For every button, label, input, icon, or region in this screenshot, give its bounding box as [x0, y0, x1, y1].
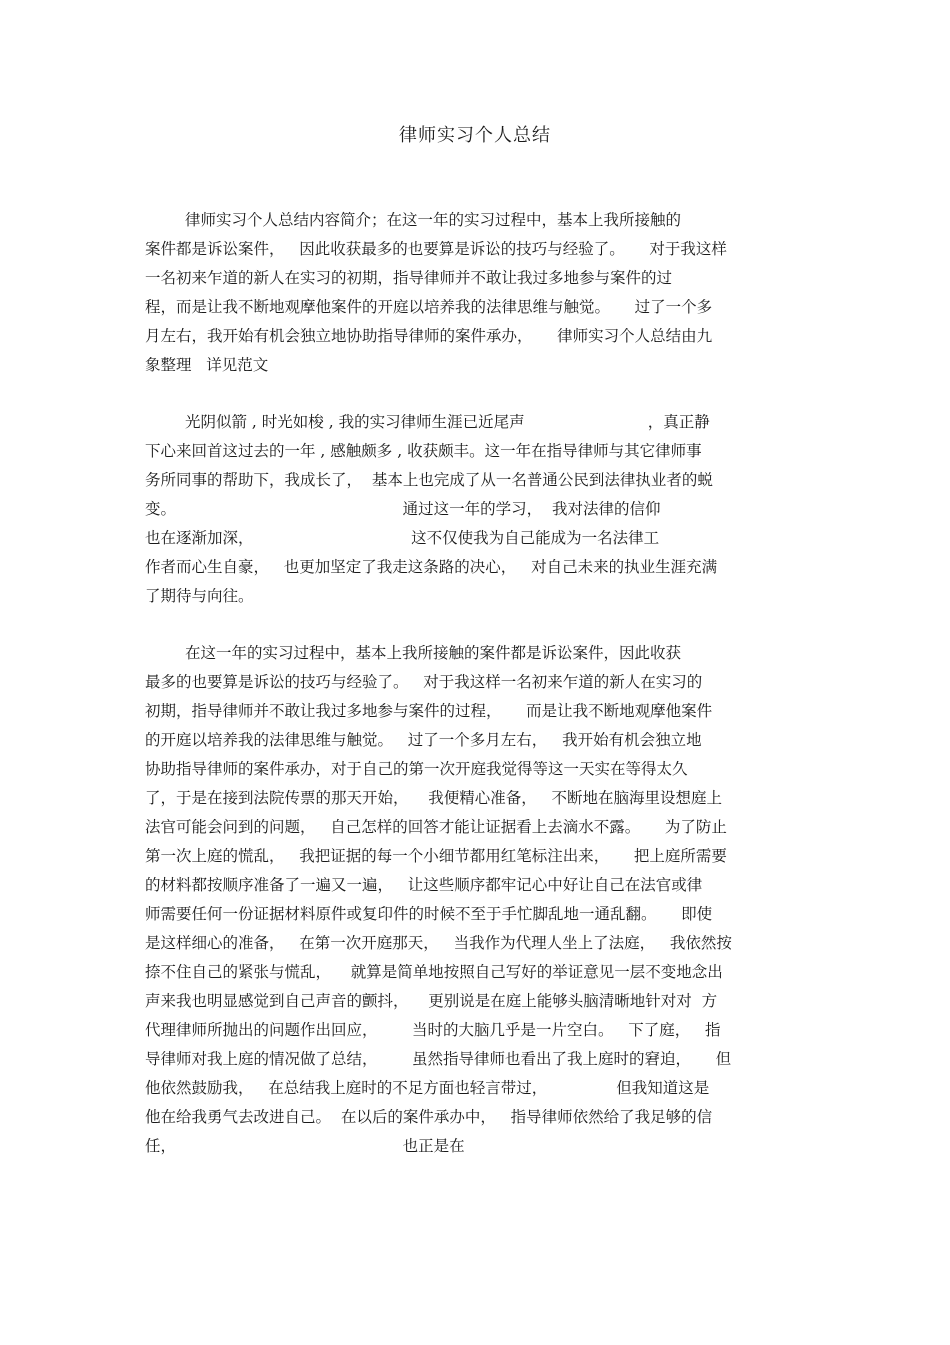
text-line: 最多的也要算是诉讼的技巧与经验了。 对于我这样一名初来乍道的新人在实习的 — [145, 673, 703, 691]
text-line: 一名初来乍道的新人在实习的初期，指导律师并不敢让我过多地参与案件的过 — [145, 269, 673, 287]
paragraph-intro — [145, 408, 810, 611]
text-line: 法官可能会问到的问题， 自己怎样的回答才能让证据看上去滴水不露。 为了防止 — [145, 818, 727, 836]
text-line: 在这一年的实习过程中，基本上我所接触的案件都是诉讼案件，因此收获 — [185, 644, 682, 662]
text-line: 师需要任何一份证据材料原件或复印件的时候不至于手忙脚乱地一通乱翻。 即使 — [145, 905, 713, 923]
text-line: 月左右，我开始有机会独立地协助指导律师的案件承办， 律师实习个人总结由九 — [145, 327, 713, 345]
text-line: 了，于是在接到法院传票的那天开始， 我便精心准备， 不断地在脑海里设想庭上 — [145, 789, 722, 807]
text-line: 协助指导律师的案件承办，对于自己的第一次开庭我觉得等这一天实在等得太久 — [145, 760, 688, 778]
text-line: 任， 也正是在 — [145, 1137, 465, 1155]
text-line: 光阴似箭 , 时光如梭 , 我的实习律师生涯已近尾声 ，真正静 — [185, 413, 710, 431]
paragraph-experience — [145, 639, 810, 1161]
text-line: 的开庭以培养我的法律思维与触觉。 过了一个多月左右， 我开始有机会独立地 — [145, 731, 702, 749]
text-line: 导律师对我上庭的情况做了总结， 虽然指导律师也看出了我上庭时的窘迫， 但 — [145, 1050, 732, 1068]
text-line: 象整理 详见范文 — [145, 356, 269, 374]
text-line: 案件都是诉讼案件， 因此收获最多的也要算是诉讼的技巧与经验了。 对于我这样 — [145, 240, 727, 258]
text-line: 声来我也明显感觉到自己声音的颤抖， 更别说是在庭上能够头脑清晰地针对对 方 — [145, 992, 718, 1010]
text-line: 是这样细心的准备， 在第一次开庭那天， 当我作为代理人坐上了法庭， 我依然按 — [145, 934, 732, 952]
text-line: 作者而心生自豪， 也更加坚定了我走这条路的决心， 对自己未来的执业生涯充满 — [145, 558, 718, 576]
text-line: 代理律师所抛出的问题作出回应， 当时的大脑几乎是一片空白。 下了庭， 指 — [145, 1021, 721, 1039]
text-line: 程，而是让我不断地观摩他案件的开庭以培养我的法律思维与触觉。 过了一个多 — [145, 298, 713, 316]
text-line: 律师实习个人总结内容简介；在这一年的实习过程中，基本上我所接触的 — [185, 211, 682, 229]
text-line: 他在给我勇气去改进自己。 在以后的案件承办中， 指导律师依然给了我足够的信 — [145, 1108, 713, 1126]
text-line: 务所同事的帮助下，我成长了， 基本上也完成了从一名普通公民到法律执业者的蜕 — [145, 471, 713, 489]
document-title: 律师实习个人总结 — [399, 125, 551, 146]
text-line: 第一次上庭的慌乱， 我把证据的每一个小细节都用红笔标注出来， 把上庭所需要 — [145, 847, 727, 865]
paragraph-summary — [145, 206, 810, 380]
text-line: 他依然鼓励我， 在总结我上庭时的不足方面也轻言带过， 但我知道这是 — [145, 1079, 710, 1097]
text-line: 下心来回首这过去的一年 , 感触颇多 , 收获颇丰。这一年在指导律师与其它律师事 — [145, 442, 702, 460]
text-line: 初期，指导律师并不敢让我过多地参与案件的过程， 而是让我不断地观摩他案件 — [145, 702, 713, 720]
text-line: 的材料都按顺序准备了一遍又一遍， 让这些顺序都牢记心中好让自己在法官或律 — [145, 876, 703, 894]
text-line: 也在逐渐加深， 这不仅使我为自己能成为一名法律工 — [145, 529, 660, 547]
text-line: 了期待与向往。 — [145, 587, 254, 605]
text-line: 捺不住自己的紧张与慌乱， 就算是简单地按照自己写好的举证意见一层不变地念出 — [145, 963, 723, 981]
text-line: 变。 通过这一年的学习， 我对法律的信仰 — [145, 500, 661, 518]
